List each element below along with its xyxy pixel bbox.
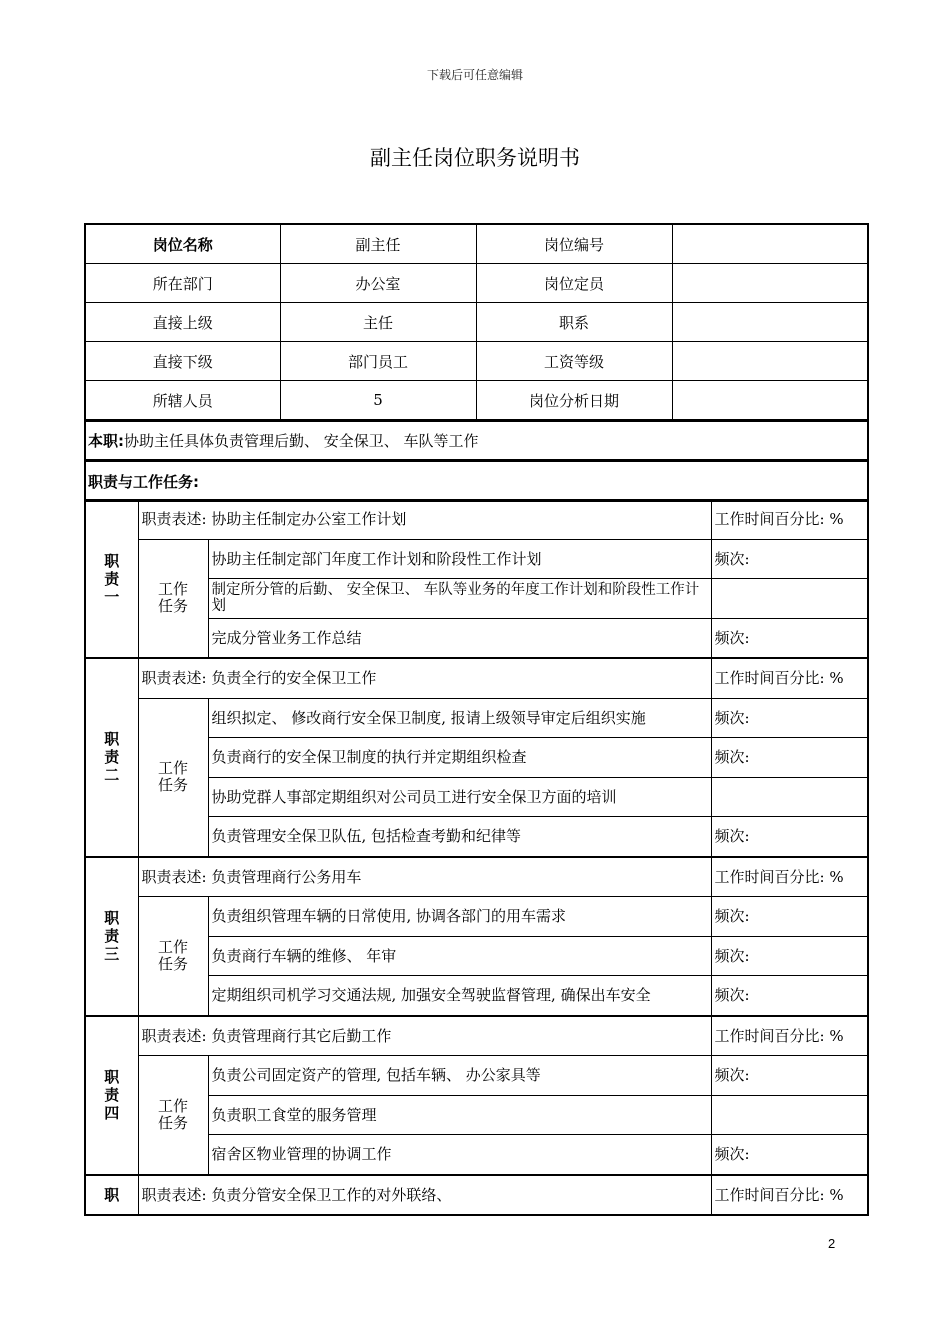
- duty-description: 职责表述: 负责管理商行公务用车: [138, 857, 711, 897]
- task-label-text: 工作任务: [157, 759, 188, 794]
- task-text: 宿舍区物业管理的协调工作: [208, 1135, 711, 1175]
- info-value: [672, 342, 868, 381]
- info-value: 部门员工: [280, 342, 476, 381]
- task-row: [85, 698, 868, 738]
- task-frequency: 频次:: [711, 1135, 868, 1175]
- duty-label: [85, 1175, 138, 1216]
- time-ratio: 工作时间百分比: %: [711, 500, 868, 540]
- info-row: [85, 303, 868, 342]
- duties-header-row: [84, 460, 869, 502]
- task-label-text: 工作任务: [157, 937, 188, 973]
- info-key: 岗位编号: [476, 224, 672, 264]
- time-ratio: 工作时间百分比: %: [711, 1175, 868, 1216]
- task-frequency: 频次:: [711, 539, 868, 579]
- position-info-table: [84, 223, 869, 421]
- duty-label-text: 职责四: [104, 1068, 120, 1122]
- task-row: [85, 539, 868, 579]
- task-frequency: 频次:: [711, 618, 868, 658]
- duties-table: [84, 499, 869, 1216]
- task-text: 协助主任制定部门年度工作计划和阶段性工作计划: [208, 539, 711, 579]
- info-row: [85, 224, 868, 264]
- task-frequency: [711, 777, 868, 817]
- duty-desc-row: [85, 500, 868, 540]
- duty-description: 职责表述: 负责分管安全保卫工作的对外联络、: [138, 1175, 711, 1216]
- duty-label-text: 职: [104, 1185, 120, 1204]
- task-label: [138, 698, 208, 857]
- header-note: 下载后可任意编辑: [426, 68, 523, 82]
- info-key: 所在部门: [85, 264, 280, 303]
- task-label: [138, 897, 208, 1016]
- duty-description: 职责表述: 负责全行的安全保卫工作: [138, 658, 711, 698]
- info-value: 办公室: [280, 264, 476, 303]
- duty-label: [85, 1016, 138, 1175]
- page-number: 2: [828, 1236, 836, 1251]
- task-label-text: 工作任务: [157, 580, 188, 616]
- info-key: 工资等级: [476, 342, 672, 381]
- duty-desc-row: [85, 857, 868, 897]
- time-ratio: 工作时间百分比: %: [711, 857, 868, 897]
- duties-header: 职责与工作任务:: [88, 472, 199, 491]
- info-row: [85, 264, 868, 303]
- time-ratio: 工作时间百分比: %: [711, 1016, 868, 1056]
- task-row: [85, 1056, 868, 1096]
- task-frequency: 频次:: [711, 976, 868, 1016]
- info-key: 所辖人员: [85, 381, 280, 421]
- main-duty-text: 协助主任具体负责管理后勤、 安全保卫、 车队等工作: [124, 432, 479, 450]
- task-text: 制定所分管的后勤、 安全保卫、 车队等业务的年度工作计划和阶段性工作计划: [208, 579, 711, 619]
- info-value: [672, 264, 868, 303]
- document-title: 副主任岗位职务说明书: [370, 146, 580, 170]
- task-frequency: [711, 579, 868, 619]
- task-frequency: 频次:: [711, 698, 868, 738]
- info-key: 岗位定员: [476, 264, 672, 303]
- duty-label-text: 职责二: [104, 730, 120, 785]
- task-label: [138, 539, 208, 658]
- duty-desc-row: [85, 658, 868, 698]
- info-value: 主任: [280, 303, 476, 342]
- task-text: 协助党群人事部定期组织对公司员工进行安全保卫方面的培训: [208, 777, 711, 817]
- info-key: 职系: [476, 303, 672, 342]
- task-text: 负责职工食堂的服务管理: [208, 1095, 711, 1135]
- info-key: 岗位分析日期: [476, 381, 672, 421]
- duty-label: [85, 857, 138, 1016]
- task-text: 负责商行的安全保卫制度的执行并定期组织检查: [208, 738, 711, 778]
- main-duty-label: 本职:: [88, 432, 124, 450]
- info-key: 直接下级: [85, 342, 280, 381]
- task-text: 负责管理安全保卫队伍, 包括检查考勤和纪律等: [208, 817, 711, 857]
- duty-desc-row: [85, 1016, 868, 1056]
- info-row: [85, 381, 868, 421]
- task-text: 定期组织司机学习交通法规, 加强安全驾驶监督管理, 确保出车安全: [208, 976, 711, 1016]
- task-frequency: 频次:: [711, 738, 868, 778]
- time-ratio: 工作时间百分比: %: [711, 658, 868, 698]
- duty-label-text: 职责三: [104, 909, 120, 963]
- info-key: 岗位名称: [85, 224, 280, 264]
- info-value: 副主任: [280, 224, 476, 264]
- task-frequency: 频次:: [711, 897, 868, 937]
- info-value: 5: [280, 381, 476, 421]
- task-text: 负责公司固定资产的管理, 包括车辆、 办公家具等: [208, 1056, 711, 1096]
- duty-description: 职责表述: 协助主任制定办公室工作计划: [138, 500, 711, 540]
- task-frequency: 频次:: [711, 817, 868, 857]
- info-key: 直接上级: [85, 303, 280, 342]
- task-row: [85, 897, 868, 937]
- task-frequency: 频次:: [711, 936, 868, 976]
- duty-label: [85, 500, 138, 659]
- task-frequency: [711, 1095, 868, 1135]
- duty-label-text: 职责一: [104, 551, 120, 606]
- info-value: [672, 303, 868, 342]
- task-text: 负责商行车辆的维修、 年审: [208, 936, 711, 976]
- duty-description: 职责表述: 负责管理商行其它后勤工作: [138, 1016, 711, 1056]
- task-text: 完成分管业务工作总结: [208, 618, 711, 658]
- task-frequency: 频次:: [711, 1056, 868, 1096]
- task-label-text: 工作任务: [157, 1096, 188, 1132]
- duty-desc-row: [85, 1175, 868, 1216]
- info-value: [672, 224, 868, 264]
- task-label: [138, 1056, 208, 1175]
- task-text: 负责组织管理车辆的日常使用, 协调各部门的用车需求: [208, 897, 711, 937]
- info-row: [85, 342, 868, 381]
- duty-label: [85, 658, 138, 857]
- main-duty-row: [84, 421, 869, 461]
- task-text: 组织拟定、 修改商行安全保卫制度, 报请上级领导审定后组织实施: [208, 698, 711, 738]
- info-value: [672, 381, 868, 421]
